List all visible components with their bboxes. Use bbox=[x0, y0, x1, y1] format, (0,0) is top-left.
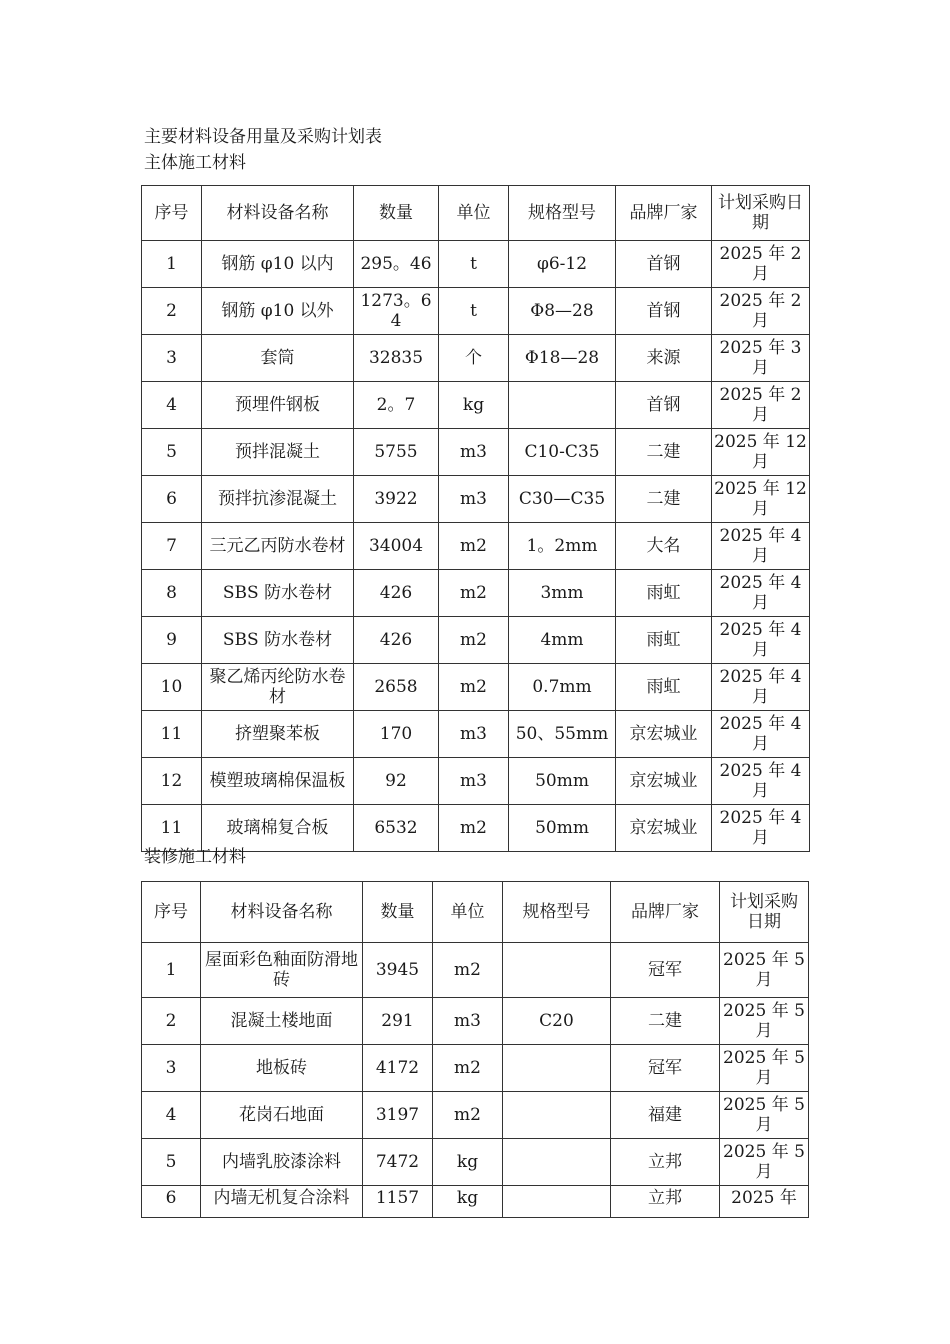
header-spec: 规格型号 bbox=[509, 186, 616, 241]
spec-cell: C20 bbox=[503, 998, 611, 1045]
quantity-cell: 3922 bbox=[354, 476, 439, 523]
quantity-cell: 2。7 bbox=[354, 382, 439, 429]
unit-cell: m2 bbox=[439, 617, 509, 664]
quantity-cell: 295。46 bbox=[354, 241, 439, 288]
brand-cell: 雨虹 bbox=[616, 617, 712, 664]
table-row bbox=[142, 943, 809, 998]
header-brand: 品牌厂家 bbox=[616, 186, 712, 241]
material-name-cell: 混凝土楼地面 bbox=[201, 998, 363, 1045]
quantity-cell: 92 bbox=[354, 758, 439, 805]
purchase-date-cell: 2025 年 12 月 bbox=[712, 476, 810, 523]
seq-cell: 1 bbox=[142, 943, 201, 998]
material-name-cell: 花岗石地面 bbox=[201, 1092, 363, 1139]
table-header-row bbox=[142, 186, 810, 241]
seq-cell: 12 bbox=[142, 758, 202, 805]
header-material-name: 材料设备名称 bbox=[202, 186, 354, 241]
material-name-cell: SBS 防水卷材 bbox=[202, 617, 354, 664]
table-row bbox=[142, 429, 810, 476]
header-material-name: 材料设备名称 bbox=[201, 882, 363, 943]
table-row bbox=[142, 523, 810, 570]
spec-cell: Φ8—28 bbox=[509, 288, 616, 335]
unit-cell: m2 bbox=[433, 1092, 503, 1139]
table-row bbox=[142, 335, 810, 382]
quantity-cell: 6532 bbox=[354, 805, 439, 852]
quantity-cell: 291 bbox=[363, 998, 433, 1045]
material-name-cell: 内墙乳胶漆涂料 bbox=[201, 1139, 363, 1186]
table-row bbox=[142, 570, 810, 617]
unit-cell: m2 bbox=[439, 523, 509, 570]
spec-cell: 0.7mm bbox=[509, 664, 616, 711]
material-name-cell: 钢筋 φ10 以外 bbox=[202, 288, 354, 335]
seq-cell: 10 bbox=[142, 664, 202, 711]
brand-cell: 雨虹 bbox=[616, 570, 712, 617]
seq-cell: 6 bbox=[142, 1186, 201, 1218]
unit-cell: t bbox=[439, 241, 509, 288]
brand-cell: 二建 bbox=[611, 998, 720, 1045]
unit-cell: m2 bbox=[433, 1045, 503, 1092]
brand-cell: 二建 bbox=[616, 429, 712, 476]
quantity-cell: 1273。64 bbox=[354, 288, 439, 335]
seq-cell: 8 bbox=[142, 570, 202, 617]
spec-cell: 4mm bbox=[509, 617, 616, 664]
purchase-date-cell: 2025 年 3 月 bbox=[712, 335, 810, 382]
purchase-date-cell: 2025 年 4 月 bbox=[712, 523, 810, 570]
seq-cell: 1 bbox=[142, 241, 202, 288]
unit-cell: m3 bbox=[439, 711, 509, 758]
unit-cell: kg bbox=[439, 382, 509, 429]
quantity-cell: 3945 bbox=[363, 943, 433, 998]
brand-cell: 冠军 bbox=[611, 1045, 720, 1092]
seq-cell: 4 bbox=[142, 1092, 201, 1139]
table-row bbox=[142, 241, 810, 288]
brand-cell: 首钢 bbox=[616, 382, 712, 429]
table-row bbox=[142, 617, 810, 664]
purchase-date-cell: 2025 年 4 月 bbox=[712, 617, 810, 664]
main-materials-section-title: 主体施工材料 bbox=[144, 153, 246, 173]
spec-cell bbox=[503, 1045, 611, 1092]
seq-cell: 7 bbox=[142, 523, 202, 570]
purchase-date-cell: 2025 年 5 月 bbox=[720, 1139, 809, 1186]
material-name-cell: 套筒 bbox=[202, 335, 354, 382]
material-name-cell: 屋面彩色釉面防滑地砖 bbox=[201, 943, 363, 998]
quantity-cell: 2658 bbox=[354, 664, 439, 711]
table-row bbox=[142, 476, 810, 523]
unit-cell: kg bbox=[433, 1139, 503, 1186]
brand-cell: 二建 bbox=[616, 476, 712, 523]
spec-cell: 50mm bbox=[509, 758, 616, 805]
unit-cell: m2 bbox=[433, 943, 503, 998]
brand-cell: 京宏城业 bbox=[616, 711, 712, 758]
purchase-date-cell: 2025 年 4 月 bbox=[712, 664, 810, 711]
quantity-cell: 170 bbox=[354, 711, 439, 758]
seq-cell: 6 bbox=[142, 476, 202, 523]
material-name-cell: 挤塑聚苯板 bbox=[202, 711, 354, 758]
document-title: 主要材料设备用量及采购计划表 bbox=[144, 127, 382, 147]
seq-cell: 5 bbox=[142, 429, 202, 476]
material-name-cell: 模塑玻璃棉保温板 bbox=[202, 758, 354, 805]
spec-cell bbox=[503, 1186, 611, 1218]
brand-cell: 来源 bbox=[616, 335, 712, 382]
seq-cell: 4 bbox=[142, 382, 202, 429]
purchase-date-cell: 2025 年 4 月 bbox=[712, 711, 810, 758]
material-name-cell: 内墙无机复合涂料 bbox=[201, 1186, 363, 1218]
unit-cell: m3 bbox=[439, 758, 509, 805]
seq-cell: 2 bbox=[142, 998, 201, 1045]
table-row bbox=[142, 1139, 809, 1186]
purchase-date-cell: 2025 年 4 月 bbox=[712, 805, 810, 852]
seq-cell: 3 bbox=[142, 335, 202, 382]
table-row bbox=[142, 664, 810, 711]
brand-cell: 首钢 bbox=[616, 288, 712, 335]
table-row bbox=[142, 758, 810, 805]
material-name-cell: 预拌抗渗混凝土 bbox=[202, 476, 354, 523]
quantity-cell: 3197 bbox=[363, 1092, 433, 1139]
quantity-cell: 32835 bbox=[354, 335, 439, 382]
seq-cell: 11 bbox=[142, 805, 202, 852]
material-name-cell: SBS 防水卷材 bbox=[202, 570, 354, 617]
purchase-date-cell: 2025 年 2 月 bbox=[712, 288, 810, 335]
purchase-date-cell: 2025 年 4 月 bbox=[712, 758, 810, 805]
table-row bbox=[142, 805, 810, 852]
purchase-date-cell: 2025 年 5 月 bbox=[720, 943, 809, 998]
brand-cell: 立邦 bbox=[611, 1186, 720, 1218]
header-purchase-date: 计划采购日期 bbox=[720, 882, 809, 943]
brand-cell: 京宏城业 bbox=[616, 805, 712, 852]
table-row bbox=[142, 998, 809, 1045]
brand-cell: 京宏城业 bbox=[616, 758, 712, 805]
spec-cell: Φ18—28 bbox=[509, 335, 616, 382]
spec-cell: C30—C35 bbox=[509, 476, 616, 523]
quantity-cell: 7472 bbox=[363, 1139, 433, 1186]
brand-cell: 福建 bbox=[611, 1092, 720, 1139]
quantity-cell: 426 bbox=[354, 570, 439, 617]
brand-cell: 大名 bbox=[616, 523, 712, 570]
brand-cell: 立邦 bbox=[611, 1139, 720, 1186]
purchase-date-cell: 2025 年 bbox=[720, 1186, 809, 1218]
material-name-cell: 预埋件钢板 bbox=[202, 382, 354, 429]
table-row bbox=[142, 1045, 809, 1092]
spec-cell bbox=[503, 1092, 611, 1139]
decoration-materials-section-title: 装修施工材料 bbox=[144, 847, 246, 867]
main-materials-table bbox=[141, 185, 810, 852]
unit-cell: kg bbox=[433, 1186, 503, 1218]
quantity-cell: 5755 bbox=[354, 429, 439, 476]
spec-cell: 3mm bbox=[509, 570, 616, 617]
header-purchase-date: 计划采购日期 bbox=[712, 186, 810, 241]
purchase-date-cell: 2025 年 5 月 bbox=[720, 998, 809, 1045]
brand-cell: 冠军 bbox=[611, 943, 720, 998]
table-row bbox=[142, 382, 810, 429]
seq-cell: 5 bbox=[142, 1139, 201, 1186]
spec-cell: 50mm bbox=[509, 805, 616, 852]
spec-cell: φ6-12 bbox=[509, 241, 616, 288]
header-brand: 品牌厂家 bbox=[611, 882, 720, 943]
header-quantity: 数量 bbox=[354, 186, 439, 241]
material-name-cell: 预拌混凝土 bbox=[202, 429, 354, 476]
purchase-date-cell: 2025 年 12 月 bbox=[712, 429, 810, 476]
unit-cell: m3 bbox=[439, 429, 509, 476]
table-row bbox=[142, 1186, 809, 1218]
brand-cell: 雨虹 bbox=[616, 664, 712, 711]
header-spec: 规格型号 bbox=[503, 882, 611, 943]
table-row bbox=[142, 711, 810, 758]
quantity-cell: 4172 bbox=[363, 1045, 433, 1092]
table-row bbox=[142, 288, 810, 335]
spec-cell bbox=[509, 382, 616, 429]
quantity-cell: 1157 bbox=[363, 1186, 433, 1218]
spec-cell: 1。2mm bbox=[509, 523, 616, 570]
header-quantity: 数量 bbox=[363, 882, 433, 943]
header-unit: 单位 bbox=[433, 882, 503, 943]
purchase-date-cell: 2025 年 4 月 bbox=[712, 570, 810, 617]
material-name-cell: 三元乙丙防水卷材 bbox=[202, 523, 354, 570]
unit-cell: m3 bbox=[433, 998, 503, 1045]
purchase-date-cell: 2025 年 5 月 bbox=[720, 1092, 809, 1139]
unit-cell: m2 bbox=[439, 805, 509, 852]
quantity-cell: 426 bbox=[354, 617, 439, 664]
header-unit: 单位 bbox=[439, 186, 509, 241]
unit-cell: t bbox=[439, 288, 509, 335]
quantity-cell: 34004 bbox=[354, 523, 439, 570]
unit-cell: m2 bbox=[439, 664, 509, 711]
spec-cell bbox=[503, 1139, 611, 1186]
purchase-date-cell: 2025 年 2 月 bbox=[712, 241, 810, 288]
table-header-row bbox=[142, 882, 809, 943]
header-seq: 序号 bbox=[142, 882, 201, 943]
seq-cell: 3 bbox=[142, 1045, 201, 1092]
purchase-date-cell: 2025 年 5 月 bbox=[720, 1045, 809, 1092]
material-name-cell: 聚乙烯丙纶防水卷材 bbox=[202, 664, 354, 711]
material-name-cell: 地板砖 bbox=[201, 1045, 363, 1092]
material-name-cell: 玻璃棉复合板 bbox=[202, 805, 354, 852]
brand-cell: 首钢 bbox=[616, 241, 712, 288]
spec-cell bbox=[503, 943, 611, 998]
unit-cell: 个 bbox=[439, 335, 509, 382]
seq-cell: 9 bbox=[142, 617, 202, 664]
spec-cell: 50、55mm bbox=[509, 711, 616, 758]
unit-cell: m2 bbox=[439, 570, 509, 617]
unit-cell: m3 bbox=[439, 476, 509, 523]
seq-cell: 11 bbox=[142, 711, 202, 758]
purchase-date-cell: 2025 年 2 月 bbox=[712, 382, 810, 429]
header-seq: 序号 bbox=[142, 186, 202, 241]
spec-cell: C10-C35 bbox=[509, 429, 616, 476]
seq-cell: 2 bbox=[142, 288, 202, 335]
decoration-materials-table bbox=[141, 881, 809, 1218]
material-name-cell: 钢筋 φ10 以内 bbox=[202, 241, 354, 288]
table-row bbox=[142, 1092, 809, 1139]
